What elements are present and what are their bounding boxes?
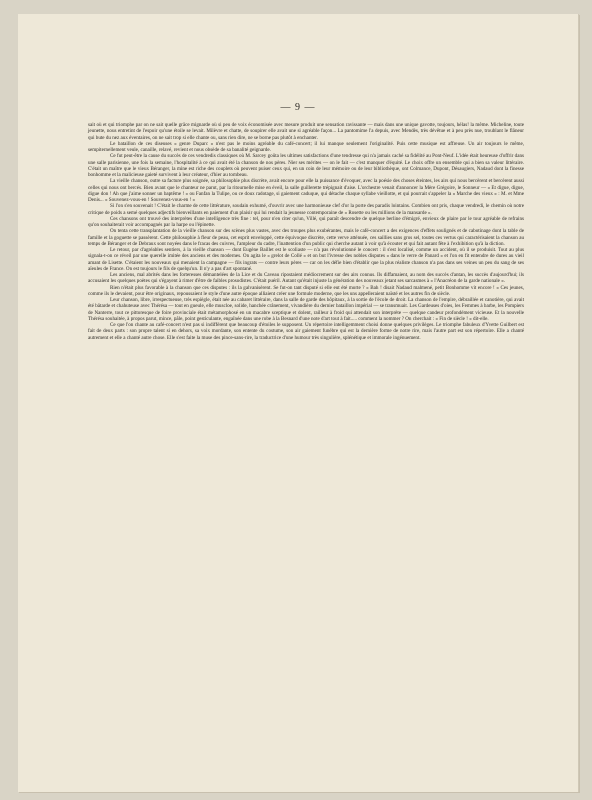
body-text <box>88 122 524 341</box>
paragraph: La vieille chanson, outre sa facture plus soignée, sa philosophie plus discrète, avait encore pour elle la puissance d'évoquer, avec la poésie des choses éteintes, les airs qui nous bercèrent et bercèrent aussi celles qui nous ont bercés. Bien avant que le chanteur ne parut, par la ritournelle mise en éveil, la salle guillerette trépignait d'aise. L'orchestre venait d'annoncer la Mère Grégoire, le Sonneur — « Et digue, digue, digue don ! Ah que j'aime sonner un baptême ! » ou Fanfan la Tulipe, ou ce doux radotage, si gaiement caduque, qui détache chaque syllabe vieillotte, et qui pourrait s'appeler la « Marche des vieux » : M. et Mme Denis... « Souvenez-vous-en ! Souvenez-vous-en ! » <box>88 178 524 203</box>
paragraph: Le retour, par d'agréables sentiers, à la vieille chanson — dont Eugène Baillet est le scoliaste — n'a pas révolutionné le concert : il s'est localisé, comme un accident, où il se produisit. Tout au plus signala-t-on ce réveil par une querelle imitée des anciens et des modernes. On agita le « grelot de Collé » et on but l'ivresse des nobles disputes « dans le verre de Panard » et l'on en fit entendre de dures au vieil amant de Lisette. C'étaient les nouveaux qui menaient la campagne — fils ingrats — contre leurs pères — car on les défie bien d'établir que la plus réaliste chanson n'a pas dans ses veines un peu du sang de ses aïeules de France. On est toujours le fils de quelqu'un. Il n'y a pas d'art spontané. <box>88 247 524 272</box>
page-number: — 9 — <box>280 102 316 113</box>
paragraph: Ces chansons ont trouvé des interprètes d'une intelligence très fine : tel, pour n'en citer qu'un, Villé, qui paraît descendre de quelque berline d'émigré, envieux de plaire par le tour agréable de refrains qu'on souhaiterait voir accompagnés par la harpe ou l'épinette. <box>88 215 524 228</box>
paragraph: Rien n'était plus favorable à la chanson que ces disputes : ils la galvanisèrent. Se fut-on tant disputé si elle eut été morte ? « Bah ! disait Nadaud malmené, petit Bonhomme vit encore ! » Ces jeunes, comme ils le devaient, pour être originaux, repoussaient le style d'une autre époque alliaient créer une formule moderne, que les uns appelleraient naïsté et les autres fin de siècle. <box>88 284 524 297</box>
paragraph: sait où et qui triomphe par on ne sait quelle grâce mignarde où si peu de voix économisée avec mesure produit une sensation ravissante — mais dans une unique gavotte, toujours, hélas! la même. Micheline, toute jeunette, nous entretint de l'espoir qu'une étoile se levait. Milèvre et chatte, de soupirer elle avait une si agréable façon... La pantomime l'a depuis, avec Mendès, très dévêtue et à peu près nue, troublant le flâneur qui bute du nez aux éventaires, on ne sait trop si elle chante ou, sans rien dire, ne se borne pas plutôt à enchanter. <box>88 122 524 141</box>
book-page <box>18 14 579 792</box>
paragraph: Si l'on s'en souvenait ! C'était le charme de cette littérature, soudain exhumé, d'ouvrir avec une harmonieuse clef d'or la porte des paradis lointains. Combien ont pris, chaque vendredi, le chemin où notre critique de poids a semé quelques adjectifs bienveillants en paiement d'un plaisir qui lui rendait la jeunesse contemporaine de « Rosette ou les millions de la mansarde ». <box>88 203 524 216</box>
paragraph: Ce que l'on chante au café-concert n'est pas si indifférent que beaucoup d'étoiles le supposent. Un répertoire intelligemment choisi donne quelques privilèges. Le triomphe fabuleux d'Yvette Guilbert est fait de deux parts : son propre talent si en dehors, sa voix mordante, son entente du costume, son air gaiement funèbre qui est la dernière forme de notre rire, mais l'autre part est son répertoire. Elle a chanté autrement et elle a chanté autre chose. Elle s'est faite la muse des pince-sans-rire, la traductrice d'une humour très singulière, splénétique et immorale ingénuement. <box>88 322 524 341</box>
paragraph: On tenta cette transplantation de la vieille chanson sur des scènes plus vastes, avec des troupes plus exubérantes, mais le café-concert a des exigences d'effets soulignés et de cabotinage dont la table de famille et la goguette se passèrent. Cette philosophie à fleur de peau, cet esprit enveloppé, cette équivoque discrète, cette verve atténuée, ces saillies sans gros sel, toutes ces vertus qui caractérisaient la chanson au temps de Béranger et de Debraux sont noyées dans le fracas des cuivres, l'ampleur du cadre, l'inattention d'un public qui cherche autant à voir qu'à écouter et qui fait autant fête à l'exhibition qu'à la diction. <box>88 228 524 247</box>
paragraph: Ce fut peut-être la cause du succès de ces vendredis classiques où M. Sarcey goûta les ultimes satisfactions d'une tendresse qui n'a jamais caché sa fidélité au Pont-Neuf. L'idée était heureuse d'offrir dans une salle parisienne, une fois la semaine, l'hospitalité à ce qui avait été la chanson de nos pères. Nier ses mérites — on le fait — c'est manquer d'équité. Le choix offre un ensemble qui a bien sa valeur littéraire. C'était un maître que le vieux Béranger, la mine est riche des couplets où peuvent puiser ceux qui, en un coin de leur mémoire ou de leur bibliothèque, ont Colmance, Dupont, Désaugiers, Nadaud dont la finesse bonhomme et la malicieuse gaieté survivent à leur créateur, d'hier au tombeau. <box>88 153 524 178</box>
paragraph: Les anciens, mal abrités dans les forteresses démantelées de la Lice et du Caveau ripostaient médiocrement sur des airs connus. Ils diffamaient, au nom des succès d'antan, les succès d'aujourd'hui; ils accusaient les quelques poètes qui s'égayent à rimer d'être de faibles prosodistes. C'était puéril. Autant qu'était injuste la génération des nouveaux jetant ses sarcasmes à « l'Anacréon de la garde nationale ». <box>88 272 524 285</box>
paragraph: Leur chanson, libre, irrespectueuse, très espiègle, était née au cabaret littéraire, dans la salle de garde des hôpitaux, à la sortie de l'école de droit. La chanson de l'empire, débraillée et canotière, qui avait été bâtarde et chahuteuse avec Thérésa — tout en gueule, elle muscloe, solide, hanchée crânement, vivandière du dernier bataillon impérial — se transmuait. Les Gardeuses d'oies, les Femmes à barbe, les Pompiers de Nanterre, tout ce pittoresque de foire provinciale était métamorphosé en un macabre sceptique et dolent, railleur à froid qui attendait son interprète — quelque candeur profondément vicieuse. Et la nouvelle Thérésa souhaitée, à propos parut, mince, pâle, point gesticulante, engaînée dans une robe à la Besnard d'une note d'art tout à fait..... comment la nommer ? On cherchait : « Fin de siècle ! » dit-elle. <box>88 297 524 322</box>
paragraph: Le bataillon de ces diseuses « genre Duparc » n'est pas le moins agréable du café-concert; il lui manque seulement l'originalité. Puis cette musique est affreuse. Un air toujours le même, sempiternellement veule, canaille, relavé, revient et nous obsède de sa banalité geignarde. <box>88 140 524 153</box>
